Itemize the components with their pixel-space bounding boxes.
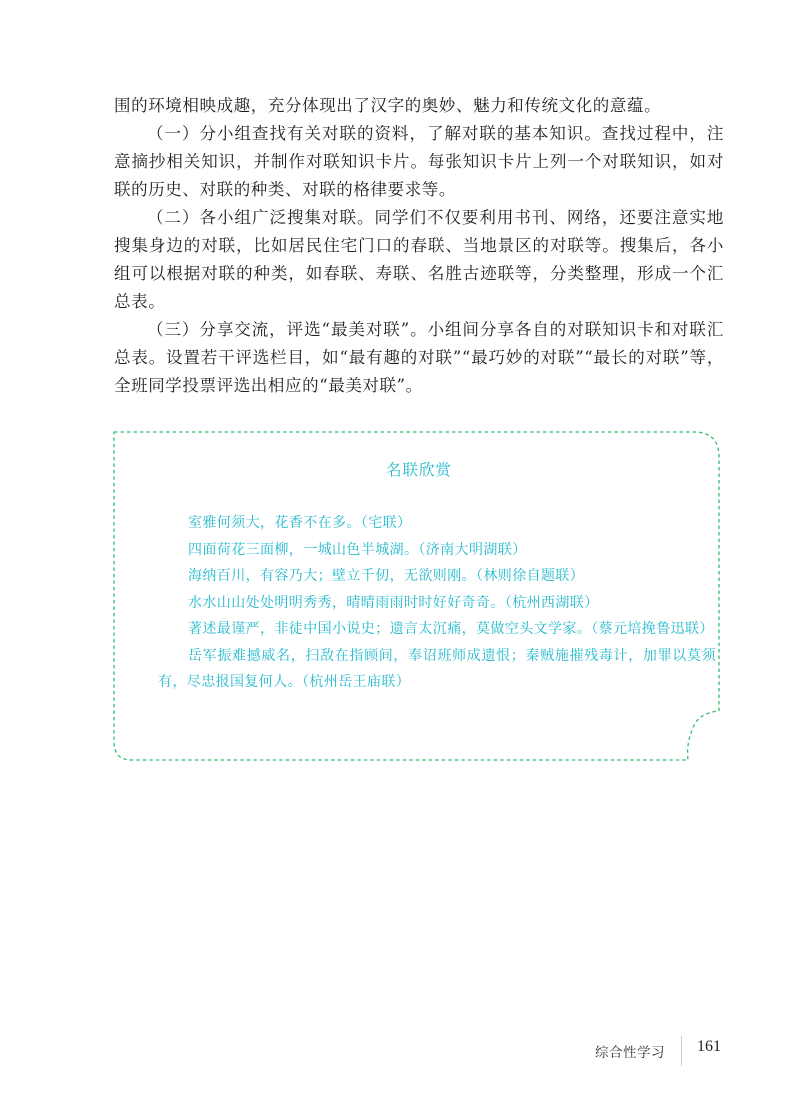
couplet-item: 海纳百川，有容乃大；壁立千仞，无欲则刚。（林则徐自题联） (188, 568, 585, 584)
couplet-item: 水水山山处处明明秀秀，晴晴雨雨时时好好奇奇。（杭州西湖联） (188, 594, 599, 611)
couplet-item: 岳军振难撼威名，扫敌在指顾间，奉诏班师成遗恨；秦贼施摧残毒计，加罪以莫须有，尽忠报国复何人。（杭州岳王庙联） (158, 647, 716, 690)
couplet-item: 室雅何须大，花香不在多。（宅联） (188, 515, 412, 531)
couplets-box-title: 名联欣赏 (385, 461, 452, 479)
paragraph-step-2: （二）各小组广泛搜集对联。同学们不仅要利用书刊、网络，还要注意实地搜集身边的对联，比如居民住宅门口的春联、当地景区的对联等。搜集后，各小组可以根据对联的种类，如春联、寿联、名胜古迹联等，分类整理，形成一个汇总表。 (114, 208, 724, 311)
couplets-list (158, 510, 716, 696)
footer-section-label: 综合性学习 (595, 1045, 665, 1061)
paragraph-step-3: （三）分享交流，评选“最美对联”。小组间分享各自的对联知识卡和对联汇总表。设置若干评选栏目，如“最有趣的对联”“最巧妙的对联”“最长的对联”等，全班同学投票评选出相应的“最美对联”。 (114, 320, 724, 395)
couplet-item: 著述最谨严，非徒中国小说史；遗言太沉痛，莫做空头文学家。（蔡元培挽鲁迅联） (188, 621, 714, 637)
paragraph-continuation: 围的环境相映成趣，充分体现出了汉字的奥妙、魅力和传统文化的意蕴。 (114, 96, 662, 115)
paragraph-step-1: （一）分小组查找有关对联的资料，了解对联的基本知识。查找过程中，注意摘抄相关知识，并制作对联知识卡片。每张知识卡片上列一个对联知识，如对联的历史、对联的种类、对联的格律要求等。 (114, 124, 724, 199)
footer-divider (681, 1036, 682, 1066)
couplet-item: 四面荷花三面柳，一城山色半城湖。（济南大明湖联） (188, 541, 527, 558)
page-number: 161 (697, 1038, 721, 1055)
